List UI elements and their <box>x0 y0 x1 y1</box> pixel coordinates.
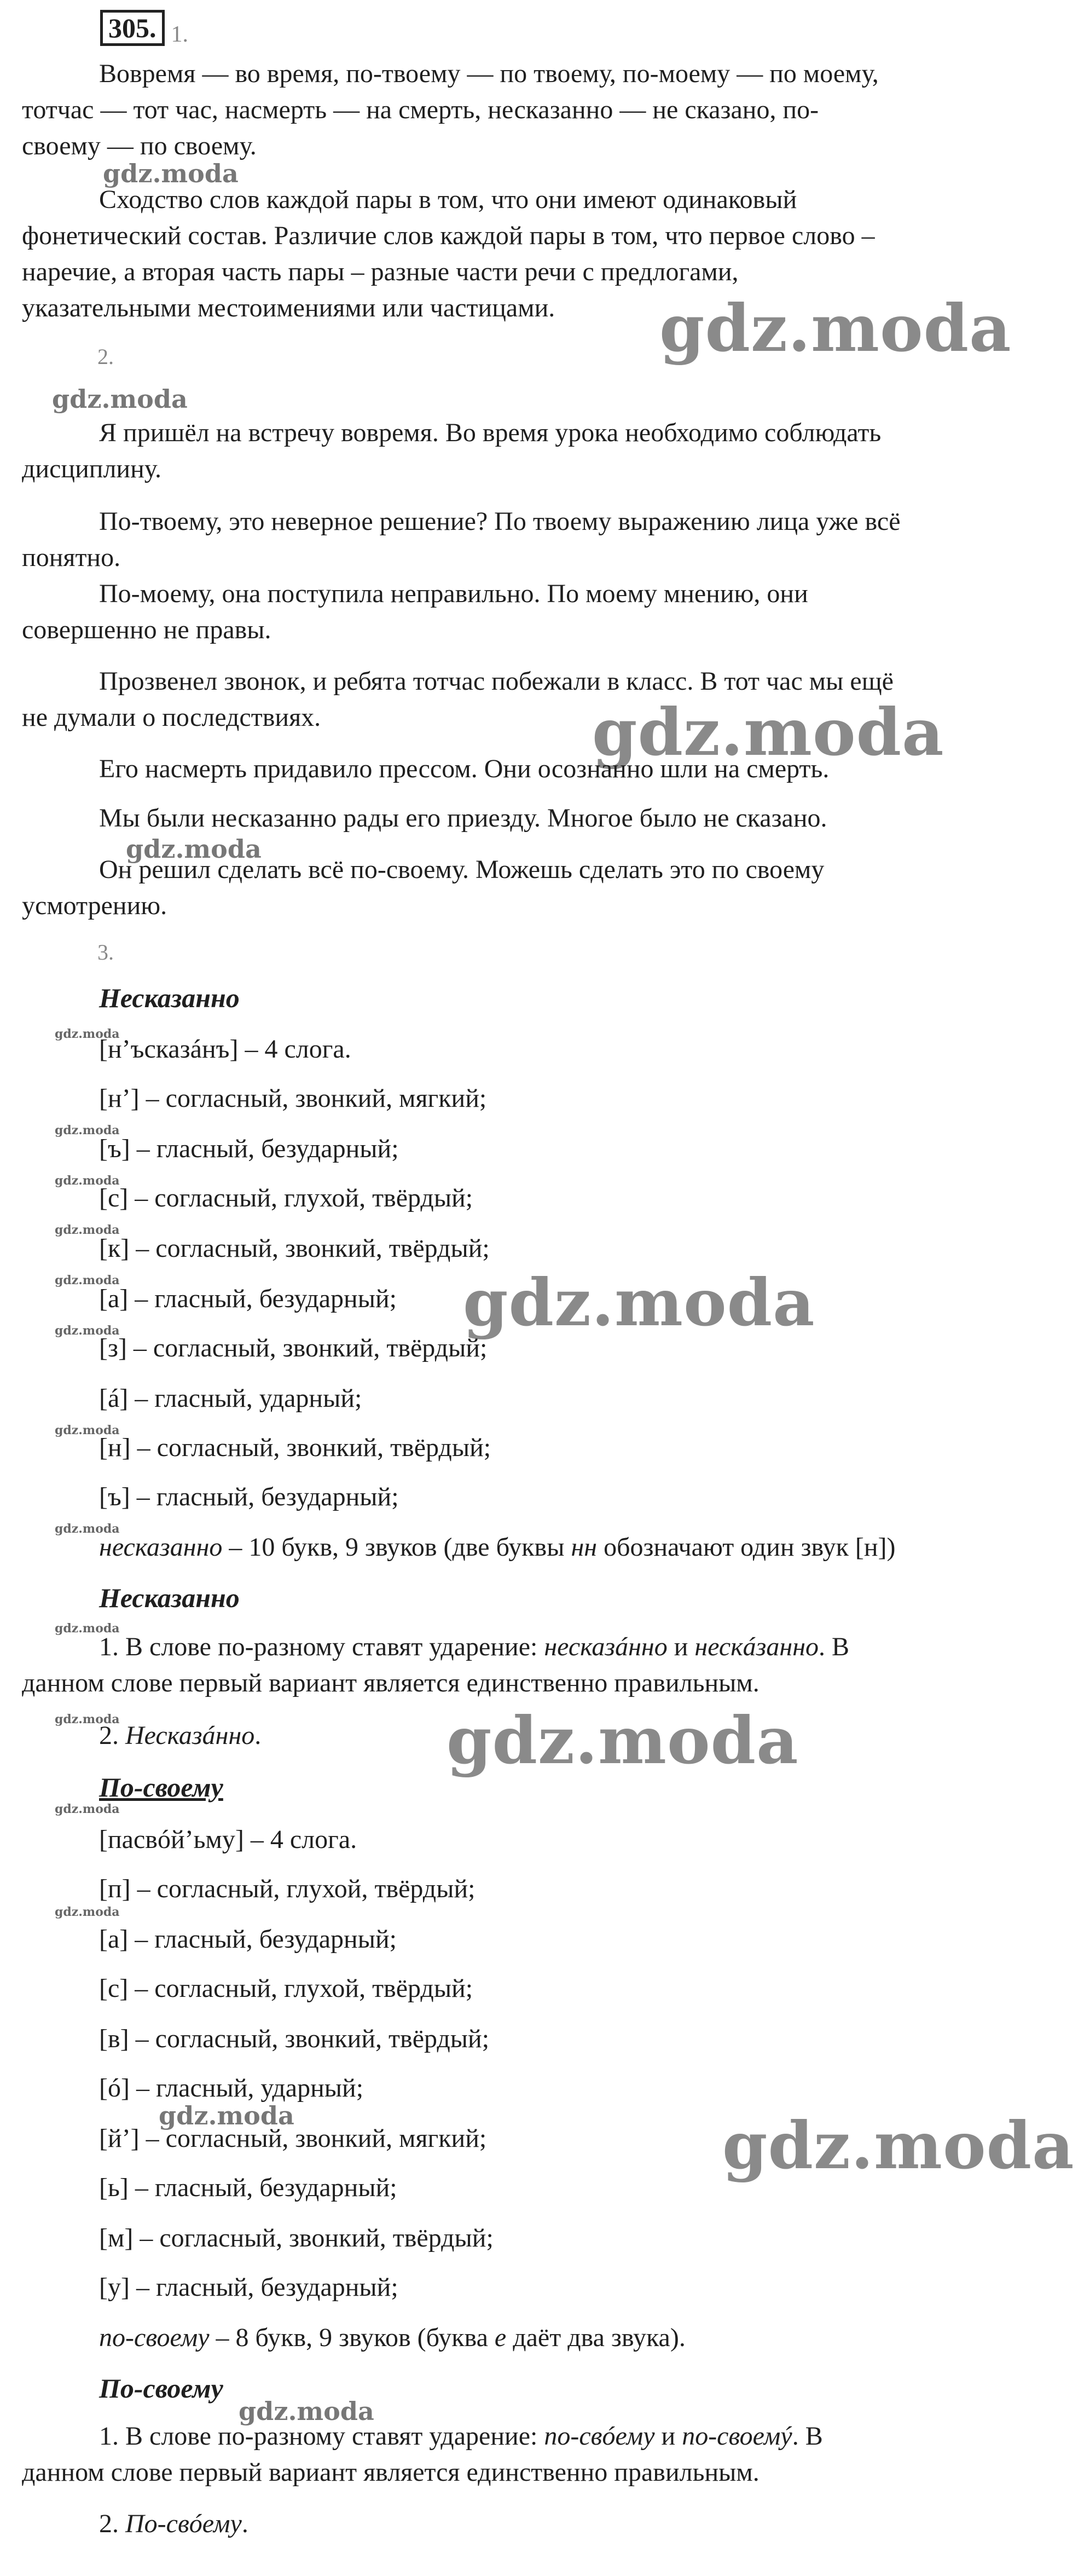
task-header <box>100 10 188 46</box>
transcription: [пасвóй’ьму] – 4 слога. <box>99 1825 357 1854</box>
part2-line-7: Прозвенел звонок, и ребята тотчас побежали в класс. В тот час мы ещё <box>99 667 894 696</box>
sound-row: [н’] – согласный, звонкий, мягкий; <box>99 1084 487 1113</box>
sound-row: [á] – гласный, ударный; <box>99 1384 362 1413</box>
part2-line-10: Мы были несказанно рады его приезду. Многое было не сказано. <box>99 804 827 833</box>
watermark-tiny: gdz.moda <box>55 1522 120 1536</box>
watermark-tiny: gdz.moda <box>55 1123 120 1137</box>
watermark-tiny: gdz.moda <box>55 1712 120 1726</box>
stress-note-1: 1. В слове по-разному ставят ударение: по-свóему и по-своемý. В <box>99 2422 823 2451</box>
stress-note-1-cont: данном слове первый вариант является единственно правильным. <box>22 1668 759 1697</box>
sound-row: [а] – гласный, безударный; <box>99 1284 397 1313</box>
part2-line-12: усмотрению. <box>22 891 167 920</box>
letter-count-line: несказанно – 10 букв, 9 звуков (две буквы нн обозначают один звук [н]) <box>99 1533 896 1562</box>
term: по-своему <box>99 2323 210 2352</box>
subheading-neskazanno: Несказанно <box>99 983 240 1013</box>
watermark-tiny: gdz.moda <box>55 1174 120 1188</box>
part2-line-5: По-моему, она поступила неправильно. По моему мнению, они <box>99 579 808 608</box>
part2-line-9: Его насмерть придавило прессом. Они осознанно шли на смерть. <box>99 754 830 783</box>
part2-line-3: По-твоему, это неверное решение? По твоему выражению лица уже всё <box>99 507 901 536</box>
sound-row: [с] – согласный, глухой, твёрдый; <box>99 1183 473 1212</box>
subheading-neskazanno-stress: Несказанно <box>99 1582 240 1613</box>
sound-row: [н] – согласный, звонкий, твёрдый; <box>99 1433 491 1462</box>
sound-row: [у] – гласный, безударный; <box>99 2273 398 2302</box>
subheading-posvoemu-stress: По-своему <box>99 2373 223 2404</box>
part1-line-1: Вовремя — во время, по-твоему — по твоему, по-моему — по моему, <box>99 59 879 88</box>
subheading-posvoemu: По-своему <box>99 1772 223 1803</box>
watermark-tiny: gdz.moda <box>55 1802 120 1816</box>
stress-note-2: 2. Несказáнно. <box>99 1721 262 1750</box>
watermark-tiny: gdz.moda <box>55 1223 120 1237</box>
sound-row: [ó] – гласный, ударный; <box>99 2073 364 2103</box>
part1-line-6: наречие, а вторая часть пары – разные части речи с предлогами, <box>22 257 739 286</box>
sound-row: [а] – гласный, безударный; <box>99 1925 397 1954</box>
stress-note-1-cont: данном слове первый вариант является единственно правильным. <box>22 2458 759 2487</box>
part1-line-7: указательными местоимениями или частицами. <box>22 293 555 322</box>
part-3-label: 3. <box>97 940 114 964</box>
part2-line-11: Он решил сделать всё по-своему. Можешь сделать это по своему <box>99 855 825 884</box>
part1-line-2: тотчас — тот час, насмерть — на смерть, несказанно — не сказано, по- <box>22 95 819 124</box>
watermark-small: gdz.moda <box>239 2396 374 2426</box>
watermark-tiny: gdz.moda <box>55 1273 120 1287</box>
watermark-small: gdz.moda <box>103 159 239 188</box>
transcription: [н’ъсказáнъ] – 4 слога. <box>99 1035 351 1064</box>
sound-row: [ъ] – гласный, безударный; <box>99 1134 399 1163</box>
watermark-large: gdz.moda <box>659 290 1012 366</box>
watermark-tiny: gdz.moda <box>55 1324 120 1338</box>
sound-row: [к] – согласный, звонкий, твёрдый; <box>99 1234 490 1263</box>
part2-line-4: понятно. <box>22 543 121 572</box>
part2-line-2: дисциплину. <box>22 454 161 483</box>
watermark-small: gdz.moda <box>159 2101 294 2130</box>
term: несказанно <box>99 1533 223 1562</box>
watermark-large: gdz.moda <box>722 2107 1075 2184</box>
task-number: 305. <box>100 10 165 46</box>
stress-note-1: 1. В слове по-разному ставят ударение: несказáнно и нескáзанно. В <box>99 1632 850 1661</box>
part1-line-4: Сходство слов каждой пары в том, что они имеют одинаковый <box>99 185 797 214</box>
watermark-tiny: gdz.moda <box>55 1027 120 1041</box>
stress-note-2: 2. По-свóему. <box>99 2509 248 2538</box>
watermark-large: gdz.moda <box>463 1264 815 1341</box>
part2-line-8: не думали о последствиях. <box>22 703 321 732</box>
sound-row: [м] – согласный, звонкий, твёрдый; <box>99 2223 494 2252</box>
sound-row: [ъ] – гласный, безударный; <box>99 1482 399 1511</box>
letter-count-line: по-своему – 8 букв, 9 звуков (буква е даёт два звука). <box>99 2323 686 2352</box>
part1-line-3: своему — по своему. <box>22 131 257 160</box>
watermark-tiny: gdz.moda <box>55 1423 120 1437</box>
watermark-tiny: gdz.moda <box>55 1621 120 1636</box>
sound-row: [й’] – согласный, звонкий, мягкий; <box>99 2124 487 2153</box>
watermark-large: gdz.moda <box>592 694 944 770</box>
sound-row: [ь] – гласный, безударный; <box>99 2173 397 2202</box>
watermark-large: gdz.moda <box>447 1702 799 1778</box>
part2-line-1: Я пришёл на встречу вовремя. Во время урока необходимо соблюдать <box>99 418 882 447</box>
watermark-small: gdz.moda <box>52 384 188 414</box>
part-1-label: 1. <box>171 22 188 47</box>
sound-row: [п] – согласный, глухой, твёрдый; <box>99 1874 476 1903</box>
sound-row: [в] – согласный, звонкий, твёрдый; <box>99 2024 490 2053</box>
part1-line-5: фонетический состав. Различие слов каждой пары в том, что первое слово – <box>22 221 875 250</box>
watermark-tiny: gdz.moda <box>55 1905 120 1919</box>
watermark-small: gdz.moda <box>126 834 262 864</box>
sound-row: [с] – согласный, глухой, твёрдый; <box>99 1974 473 2003</box>
part-2-label: 2. <box>97 344 114 369</box>
part2-line-6: совершенно не правы. <box>22 615 271 644</box>
sound-row: [з] – согласный, звонкий, твёрдый; <box>99 1333 488 1362</box>
